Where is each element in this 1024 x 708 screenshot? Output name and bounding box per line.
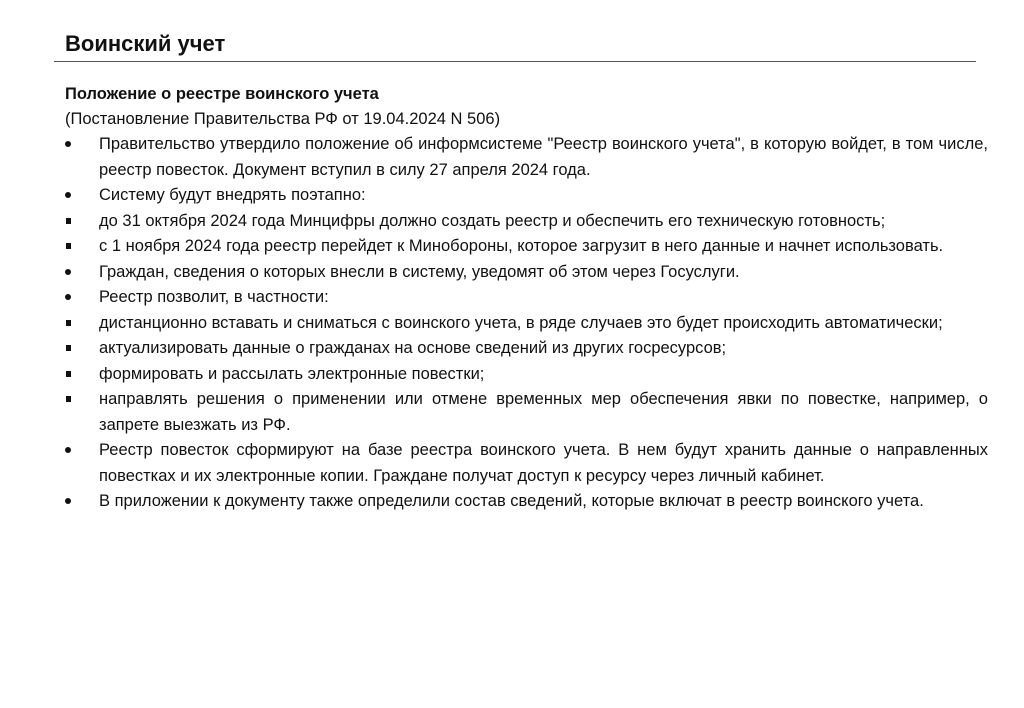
list-item xyxy=(65,209,988,235)
list-item-text: дистанционно вставать и сниматься с воинского учета, в ряде случаев это будет происходить автоматически; xyxy=(99,313,943,332)
document-body xyxy=(65,82,988,515)
list-item-text: Реестр позволит, в частности: xyxy=(99,288,329,306)
list-item-text: с 1 ноября 2024 года реестр перейдет к Минобороны, которое загрузит в него данные и начнет использовать. xyxy=(99,237,944,255)
list-item xyxy=(65,260,988,286)
list-item xyxy=(65,234,988,260)
section-heading: Положение о реестре воинского учета xyxy=(65,85,379,103)
list-item xyxy=(65,336,988,362)
title-divider xyxy=(54,61,976,62)
bullet-list xyxy=(65,132,988,515)
list-item xyxy=(65,438,988,489)
list-item-text: формировать и рассылать электронные повестки; xyxy=(99,364,485,383)
list-item-text: Реестр повесток сформируют на базе реестра воинского учета. В нем будут хранить данные о направленных повестках и их электронные копии. Граждане получат доступ к ресурсу через личный кабинет. xyxy=(99,441,988,485)
list-item xyxy=(65,387,988,438)
circle-bullet-icon xyxy=(65,141,71,147)
square-bullet-icon xyxy=(66,396,71,402)
list-item xyxy=(65,489,988,515)
list-item-text: Правительство утвердило положение об информсистеме "Реестр воинского учета", в которую войдет, в том числе, реестр повесток. Документ вступил в силу 27 апреля 2024 года. xyxy=(99,135,988,179)
list-item xyxy=(65,362,988,388)
list-item-text: направлять решения о применении или отмене временных мер обеспечения явки по повестке, например, о запрете выезжать из РФ. xyxy=(99,390,988,434)
square-bullet-icon xyxy=(66,345,71,351)
square-bullet-icon xyxy=(66,371,71,377)
circle-bullet-icon xyxy=(65,294,71,300)
circle-bullet-icon xyxy=(65,447,71,453)
circle-bullet-icon xyxy=(65,498,71,504)
list-item-text: актуализировать данные о гражданах на основе сведений из других госресурсов; xyxy=(99,339,727,357)
list-item-text: до 31 октября 2024 года Минцифры должно создать реестр и обеспечить его техническую готовность; xyxy=(99,211,886,230)
list-item-text: В приложении к документу также определили состав сведений, которые включат в реестр воинского учета. xyxy=(99,492,924,510)
list-item xyxy=(65,132,988,183)
square-bullet-icon xyxy=(66,218,71,224)
list-item xyxy=(65,183,988,209)
square-bullet-icon xyxy=(66,320,71,326)
list-item xyxy=(65,311,988,337)
page-title: Воинский учет xyxy=(65,31,226,56)
list-item-text: Граждан, сведения о которых внесли в систему, уведомят об этом через Госуслуги. xyxy=(99,262,740,281)
list-item-text: Систему будут внедрять поэтапно: xyxy=(99,186,366,204)
square-bullet-icon xyxy=(66,243,71,249)
circle-bullet-icon xyxy=(65,192,71,198)
list-item xyxy=(65,285,988,311)
section-source: (Постановление Правительства РФ от 19.04.2024 N 506) xyxy=(65,110,501,128)
circle-bullet-icon xyxy=(65,269,71,275)
